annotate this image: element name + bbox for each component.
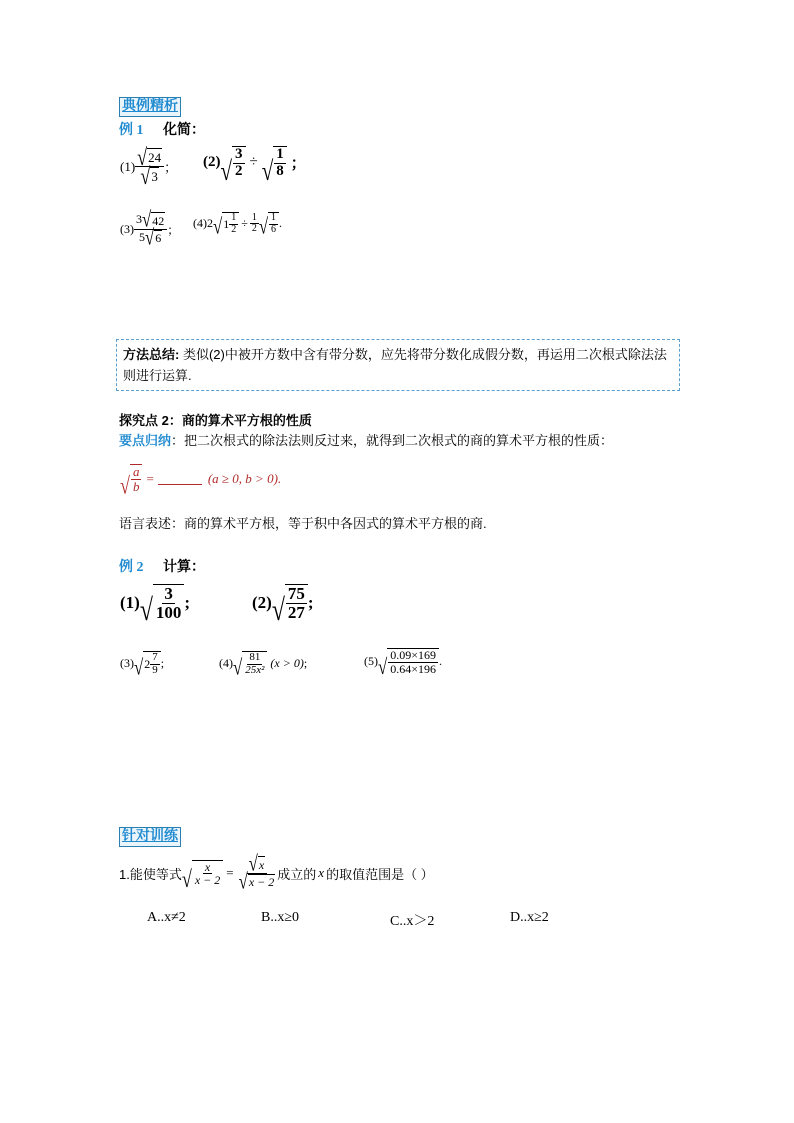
q1-suffix2: 的取值范围是（ ） <box>326 866 434 882</box>
q1-option-c[interactable]: C..x＞2 <box>390 914 435 929</box>
formula-answer-blank[interactable] <box>158 472 202 485</box>
method-colon: : <box>175 347 180 362</box>
example2-heading <box>119 556 205 576</box>
ex1-p4-rad-den: 6 <box>271 223 277 235</box>
ex1-p4-coef: 2 <box>207 216 213 230</box>
ex2-problem-4: (4) √ $\frac{81}{\text{25x²}}$ (x > 0) ; <box>219 651 308 681</box>
ex2-p4-end: ; <box>303 656 308 671</box>
formula-condition: (a ≥ 0, b > 0). <box>207 470 282 486</box>
ex2-p3-int: 2 <box>144 656 151 671</box>
key-point-label: 要点归纳 <box>119 433 172 448</box>
ex2-p2-num: 75 <box>287 584 305 603</box>
ex1-p3-num-rad: 42 <box>152 213 165 228</box>
explore2-key-point <box>119 430 613 449</box>
ex1-problem-3 <box>120 206 180 250</box>
ex1-p4-op: ÷ <box>241 216 248 230</box>
q1-left-num: x <box>204 859 211 874</box>
method-label: 方法总结 <box>123 347 176 362</box>
explore2-title: 探究点 2：商的算术平方根的性质 <box>119 413 312 428</box>
q1-left-den: x − 2 <box>194 873 221 888</box>
ex2-p3-end: ; <box>160 656 165 671</box>
method-text: 类似(2)中被开方数中含有带分数，应先将带分数化成假分数，再运用二次根式除法法则进行运算. <box>123 347 667 383</box>
ex1-p3-end: ； <box>167 222 180 237</box>
ex2-problem-3: (3) √ 2 $\frac{7}{9}$ ; <box>120 651 165 681</box>
example1-title: 化简： <box>163 123 205 138</box>
q1-option-b[interactable]: B..x≥0 <box>261 910 300 925</box>
ex1-p4-label: (4) <box>193 216 207 230</box>
ex1-problem-1 <box>120 143 178 190</box>
ex2-p1-end: ; <box>184 592 191 612</box>
ex1-p3-den-rad: 6 <box>155 231 162 246</box>
ex1-p4-mixed-den: 2 <box>231 223 237 235</box>
ex2-p5-den: 0.64×196 <box>390 661 436 676</box>
ex1-p2-b-num: 1 <box>276 146 284 162</box>
ex2-p1-den: 100 <box>155 602 182 622</box>
ex1-p4-rad-num: 1 <box>271 212 277 223</box>
formula-num: a <box>132 464 140 479</box>
ex1-p2-a-den: 2 <box>235 162 243 179</box>
ex2-p3-label: (3) <box>120 656 134 671</box>
ex1-p2-label: (2) <box>203 154 221 171</box>
q1-right-den: x − 2 <box>248 875 275 890</box>
ex1-p2-b-den: 8 <box>276 162 284 179</box>
ex1-p3-den-coef: 5 <box>139 229 145 244</box>
ex2-problem-2: (2) √ $\frac{75}{27}$ ; <box>252 584 314 628</box>
ex2-p3-den: 9 <box>152 663 158 676</box>
ex2-p2-den: 27 <box>287 602 305 622</box>
method-summary-box <box>116 339 680 391</box>
q1-suffix: 成立的 <box>277 866 317 882</box>
language-statement: 语言表述：商的算术平方根，等于积中各因式的算术平方根的商. <box>119 516 487 531</box>
ex1-p1-fraction: √ 24 √ 3 <box>135 148 164 185</box>
ex1-problem-2: (2) √ $\frac{3}{2}$ ÷ √ $\frac{1}{8}$ ； <box>203 146 306 186</box>
ex2-p2-label: (2) <box>252 592 272 612</box>
q1-option-d[interactable]: D..x≥2 <box>510 910 549 925</box>
quotient-property-formula: √ $\frac{a}{b}$ = (a ≥ 0, b > 0). <box>120 464 282 499</box>
ex2-p4-cond: (x > 0) <box>270 656 304 671</box>
example2-title: 计算： <box>163 558 205 574</box>
ex1-p4-mixed-num: 1 <box>231 212 237 223</box>
ex2-p5-num: 0.09×169 <box>390 648 436 662</box>
ex2-p2-end: ; <box>307 592 314 612</box>
q1-var: x <box>318 865 325 881</box>
ex2-p3-num: 7 <box>152 651 158 663</box>
example1-label: 例 1 <box>119 123 144 138</box>
example1-heading <box>119 119 205 139</box>
q1-eq: = <box>226 865 234 881</box>
ex2-problem-1: (1) √ $\frac{3}{100}$ ; <box>120 584 191 628</box>
ex2-p5-end: . <box>439 654 442 669</box>
ex2-p1-label: (1) <box>120 592 140 612</box>
ex1-p2-a-num: 3 <box>235 146 243 162</box>
ex2-problem-5: (5) √ $\frac{0.09\times 169}{0.64\times 196}$ . <box>364 648 442 680</box>
ex1-problem-4: (4) 2 √ 1 $\frac{1}{2}$ ÷ $\frac{1}{2}$ √ $\frac{1}{6}$ . <box>193 211 283 239</box>
ex1-p4-frac-num: 1 <box>251 211 257 223</box>
question-1: 1.能使等式 √ $\frac{x}{x - 2}$ = √ x √ x − 2 成立的 x 的取值范围是（ ） <box>119 850 434 894</box>
q1-option-a[interactable]: A..x≠2 <box>147 910 186 925</box>
section-tag-examples: 典例精析 <box>119 97 181 117</box>
ex1-p1-end: ； <box>164 160 178 176</box>
ex2-p4-label: (4) <box>219 656 233 671</box>
ex2-p4-num: 81 <box>249 651 261 663</box>
ex1-p3-label: (3) <box>120 221 134 236</box>
ex1-p4-frac-den: 2 <box>251 223 257 234</box>
formula-den: b <box>132 478 140 494</box>
ex2-p1-num: 3 <box>164 584 173 603</box>
ex1-p1-label: (1) <box>120 158 136 174</box>
ex1-p4-end: . <box>279 216 283 230</box>
ex1-p2-op: ÷ <box>249 154 258 171</box>
q1-right-num: x <box>258 857 265 872</box>
ex1-p2-end: ； <box>290 156 306 173</box>
formula-eq: = <box>146 470 154 486</box>
ex1-p3-fraction: 3 √ 42 5 √ 6 <box>134 212 167 247</box>
ex1-p4-mixed-int: 1 <box>223 216 230 231</box>
ex1-p3-num-coef: 3 <box>136 212 142 227</box>
section-tag-practice: 针对训练 <box>119 827 181 847</box>
example2-label: 例 2 <box>119 560 144 575</box>
ex1-p1-den: 3 <box>151 168 158 184</box>
q1-prefix: 1.能使等式 <box>119 866 182 882</box>
ex2-p5-label: (5) <box>364 654 378 669</box>
ex1-p1-num: 24 <box>148 149 162 165</box>
ex2-p4-den: 25x² <box>245 663 265 676</box>
key-point-text: ：把二次根式的除法法则反过来，就得到二次根式的商的算术平方根的性质： <box>171 433 614 448</box>
